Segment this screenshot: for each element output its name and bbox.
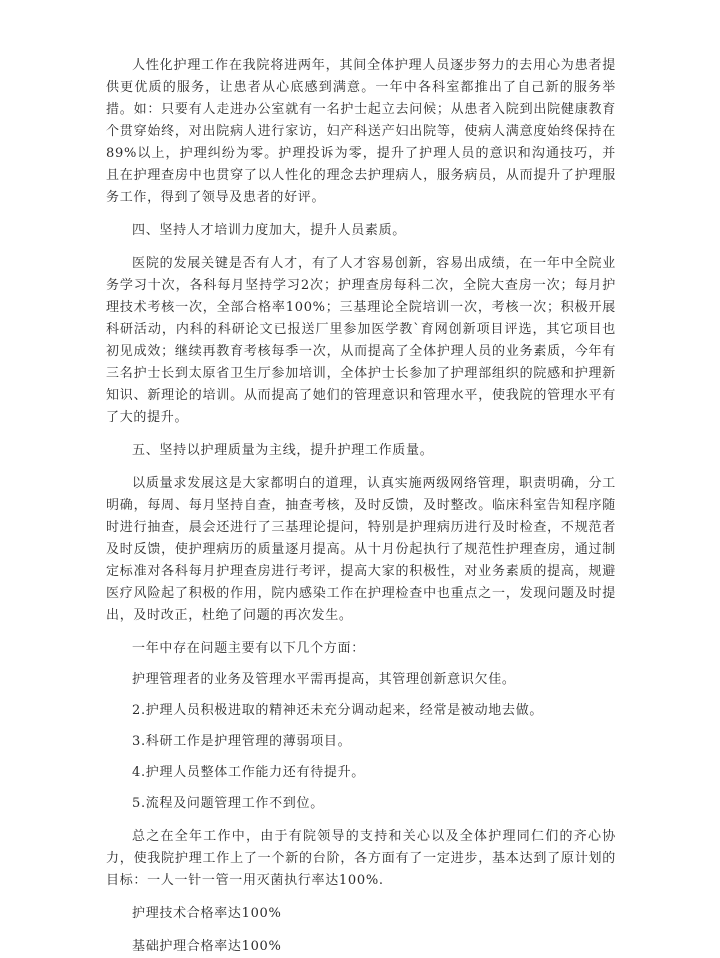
- paragraph-summary: 总之在全年工作中，由于有院领导的支持和关心以及全体护理同仁们的齐心协力，使我院护理工作上了一个新的台阶，各方面有了一定进步，基本达到了原计划的目标：一人一针一管一用灭菌执行率达100%.: [106, 829, 616, 888]
- paragraph-talent-training: 医院的发展关键是否有人才，有了人才容易创新，容易出成绩，在一年中全院业务学习十次，各科每月坚持学习2次；护理查房每科二次，全院大查房一次；每月护理技术考核一次，全部合格率100%；三基理论全院培训一次，考核一次；积极开展科研活动，内科的科研论文已报送厂里参加医学教`育网创新项目评选，其它项目也初见成效；继续再教育考核每季一次，从而提高了全体护理人员的业务素质，今年有三名护士长到太原省卫生厅参加培训，全体护士长参加了护理部组织的院感和护理新知识、新理论的培训。从而提高了她们的管理意识和管理水平，使我院的管理水平有了大的提升。: [106, 256, 616, 425]
- paragraph-problems-intro: 一年中存在问题主要有以下几个方面：: [132, 641, 365, 656]
- target-nursing-technique: 护理技术合格率达100%: [132, 906, 282, 921]
- section-heading-talent-training: 四、坚持人才培训力度加大，提升人员素质。: [132, 223, 407, 238]
- problem-item-5: 5.流程及问题管理工作不到位。: [132, 796, 324, 811]
- paragraph-humanized-care: 人性化护理工作在我院将进两年，其间全体护理人员逐步努力的去用心为患者提供更优质的服务，让患者从心底感到满意。一年中各科室都推出了自己新的服务举措。如：只要有人走进办公室就有一名护士起立去问候；从患者入院到出院健康教育个贯穿始终，对出院病人进行家访，妇产科送产妇出院等，使病人满意度始终保持在89%以上，护理纠纷为零。护理投诉为零，提升了护理人员的意识和沟通技巧，并且在护理查房中也贯穿了以人性化的理念去护理病人，服务病员，从而提升了护理服务工作，得到了领导及患者的好评。: [106, 58, 616, 205]
- problem-item-4: 4.护理人员整体工作能力还有待提升。: [132, 765, 366, 780]
- problem-item-3: 3.科研工作是护理管理的薄弱项目。: [132, 734, 352, 749]
- target-basic-care: 基础护理合格率达100%: [132, 939, 282, 954]
- section-heading-care-quality: 五、坚持以护理质量为主线，提升护理工作质量。: [132, 443, 434, 458]
- problem-item-1: 护理管理者的业务及管理水平需再提高，其管理创新意识欠佳。: [132, 672, 516, 687]
- paragraph-care-quality: 以质量求发展这是大家都明白的道理，认真实施两级网络管理，职责明确，分工明确，每周、每月坚持自查，抽查考核，及时反馈，及时整改。临床科室告知程序随时进行抽查，晨会还进行了三基理论提问，特别是护理病历进行及时检查，不规范者及时反馈，使护理病历的质量逐月提高。从十月份起执行了规范性护理查房，通过制定标准对各科每月护理查房进行考评，提高大家的积极性，对业务素质的提高，规避医疗风险起了积极的作用，院内感染工作在护理检查中也重点之一，发现问题及时提出，及时改正，杜绝了问题的再次发生。: [106, 476, 616, 623]
- document-body: [106, 55, 616, 958]
- problem-item-2: 2.护理人员积极进取的精神还未充分调动起来，经常是被动地去做。: [132, 703, 544, 718]
